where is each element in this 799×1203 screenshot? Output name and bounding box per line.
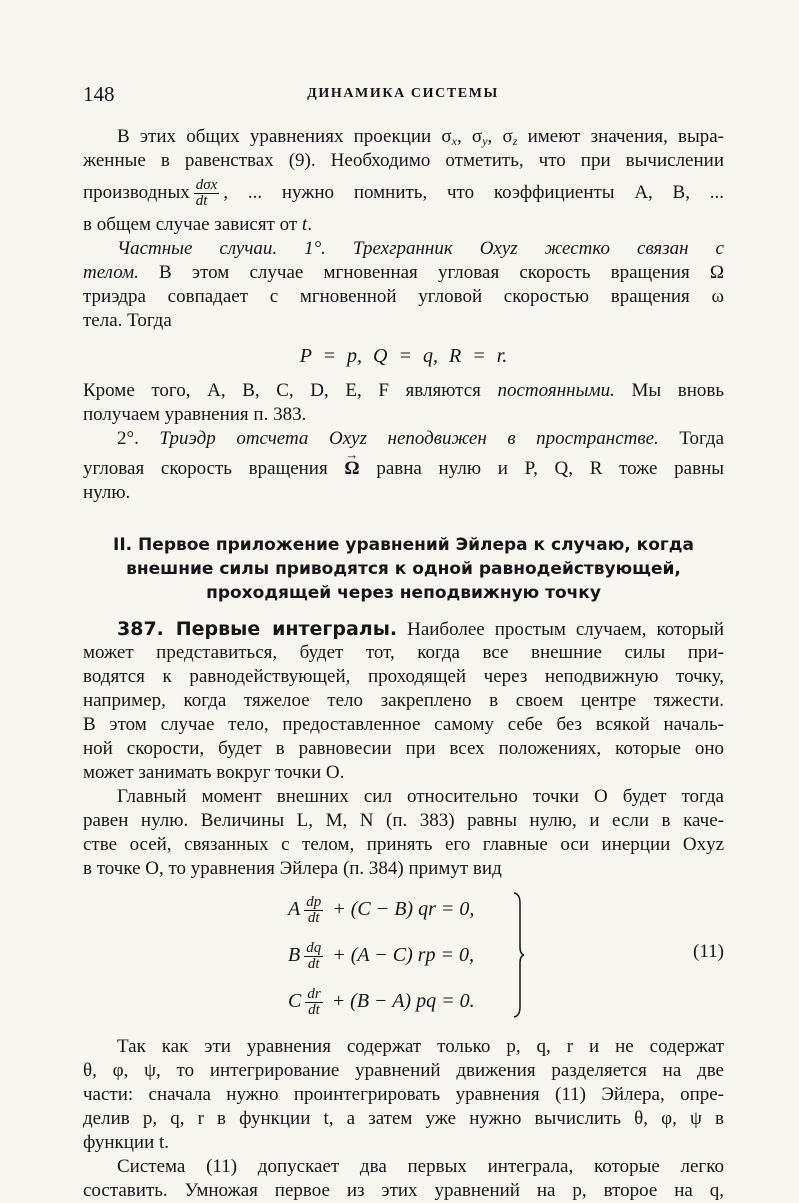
paragraph-line: тела. Тогда [83,310,172,331]
text-span: угловая скорость вращения [83,458,345,479]
coefficient: B [288,944,301,966]
equation-row [288,981,475,1021]
coefficient: C [288,990,302,1012]
equation: P = p, Q = q, R = r. [299,345,508,367]
subscript: z [512,134,518,148]
equation-row [288,935,474,975]
paragraph-line: Частные случаи. 1°. Трехгранник Oxyz жестко связан с [117,238,724,259]
section-title-line: проходящей через неподвижную точку [206,583,601,603]
section-title-line: внешние силы приводятся к одной равнодействующей, [126,559,681,579]
section-title-line: II. Первое приложение уравнений Эйлера к случаю, когда [113,535,694,555]
paragraph-line: например, когда тяжелое тело закреплено в своем центре тяжести. [83,690,724,711]
right-brace [513,891,525,1019]
paragraph-line: Так как эти уравнения содержат только p, q, r и не содержат [117,1036,724,1057]
fraction-denominator: dt [195,193,208,210]
fraction-numerator: dq [306,939,322,956]
fraction-numerator: dr [307,985,321,1002]
paragraph-line: функции t. [83,1132,170,1153]
text-span: Триэдр отсчета Oxyz неподвижен в пространстве. [159,428,659,449]
paragraph-line [83,261,724,285]
text-span: В этом случае мгновенная угловая скорость вращения Ω [138,262,724,283]
text-span: равна нулю и P, Q, R тоже равны [359,458,724,479]
equation-number: (11) [693,941,724,962]
paragraph-line: в точке O, то уравнения Эйлера (п. 384) примут вид [83,858,502,879]
paragraph-line [83,617,724,641]
paragraph-line [83,457,724,481]
running-head: ДИНАМИКА СИСТЕМЫ [307,86,499,101]
text-span: имеют значения, выра- [517,126,725,147]
text-span: 2°. [117,428,160,449]
paragraph-line: водятся к равнодействующей, проходящей через неподвижную точку, [83,666,724,687]
paragraph-line: стве осей, связанных с телом, принять его главные оси инерции Oxyz [83,834,724,855]
page-header [83,82,723,112]
equation-rest: + (B − A) pq = 0. [326,990,475,1012]
fraction-numerator: dp [306,893,322,910]
equation-system [83,889,724,1025]
paragraph-line [83,213,724,237]
equation-row [288,889,474,929]
text-span: Тогда [658,428,724,449]
fraction [304,941,323,972]
paragraph-line: получаем уравнения п. 383. [83,404,307,425]
fraction-numerator: dσx [195,177,218,194]
paragraph-line: Главный момент внешних сил относительно точки O будет тогда [117,786,724,807]
fraction-denominator: dt [307,955,320,972]
paragraph-line: нулю. [83,482,131,503]
paragraph-line: может представиться, будет тот, когда все внешние силы при- [83,642,724,663]
text-span: , σ [487,126,513,147]
coefficient: A [288,898,301,920]
page-body [83,125,724,1203]
paragraph-line [83,173,724,213]
paragraph-line: части: сначала нужно проинтегрировать уравнения (11) Эйлера, опре- [83,1084,724,1105]
text-span: Наиболее простым случаем, который [397,619,724,640]
subscript: y [482,134,488,148]
subscript: x [451,134,457,148]
fraction [304,895,323,926]
text-span: в общем случае зависят от [83,214,302,235]
page-number: 148 [83,82,115,106]
paragraph-line: равен нулю. Величины L, M, N (п. 383) равны нулю, и если в каче- [83,810,724,831]
text-span: телом. [83,262,139,283]
paragraph-line: может занимать вокруг точки O. [83,762,345,783]
text-span: , σ [456,126,483,147]
paragraph-line: женные в равенствах (9). Необходимо отметить, что при вычислении [83,150,724,171]
paragraph-line [83,427,724,451]
text-span: производных [83,182,190,203]
text-span: постоянными. [497,380,615,401]
fraction [305,987,322,1018]
equation-rest: + (C − B) qr = 0, [327,898,475,920]
paragraph-line: θ, φ, ψ, то интегрирование уравнений движения разделяется на две [83,1060,724,1081]
equation-rest: + (A − C) rp = 0, [327,944,475,966]
subsection-heading: 387. Первые интегралы. [117,618,398,640]
paragraph-line [83,125,724,149]
fraction [194,178,220,209]
text-span: . [307,214,312,235]
variable: t [301,214,308,235]
vector-symbol: → Ω [344,457,359,481]
text-span: , ... нужно помнить, что коэффициенты A, B, ... [223,182,724,203]
paragraph-line [83,379,724,403]
paragraph-line: Система (11) допускает два первых интеграла, которые легко [117,1156,724,1177]
fraction-denominator: dt [307,909,320,926]
paragraph-line: В этом случае тело, предоставленное самому себе без всякой началь- [83,714,724,735]
paragraph-line: составить. Умножая первое из этих уравнений на p, второе на q, [83,1180,724,1201]
section-title [83,533,724,605]
text-span: В этих общих уравнениях проекции σ [117,126,452,147]
paragraph-line: делив p, q, r в функции t, а затем уже нужно вычислить θ, φ, ψ в [83,1108,724,1129]
text-span: Мы вновь [614,380,724,401]
text-span: Кроме того, A, B, C, D, E, F являются [83,380,498,401]
paragraph-line: триэдра совпадает с мгновенной угловой скоростью вращения ω [83,286,724,307]
paragraph-line: ной скорости, будет в равновесии при всех положениях, которые оно [83,738,724,759]
fraction-denominator: dt [308,1001,320,1018]
